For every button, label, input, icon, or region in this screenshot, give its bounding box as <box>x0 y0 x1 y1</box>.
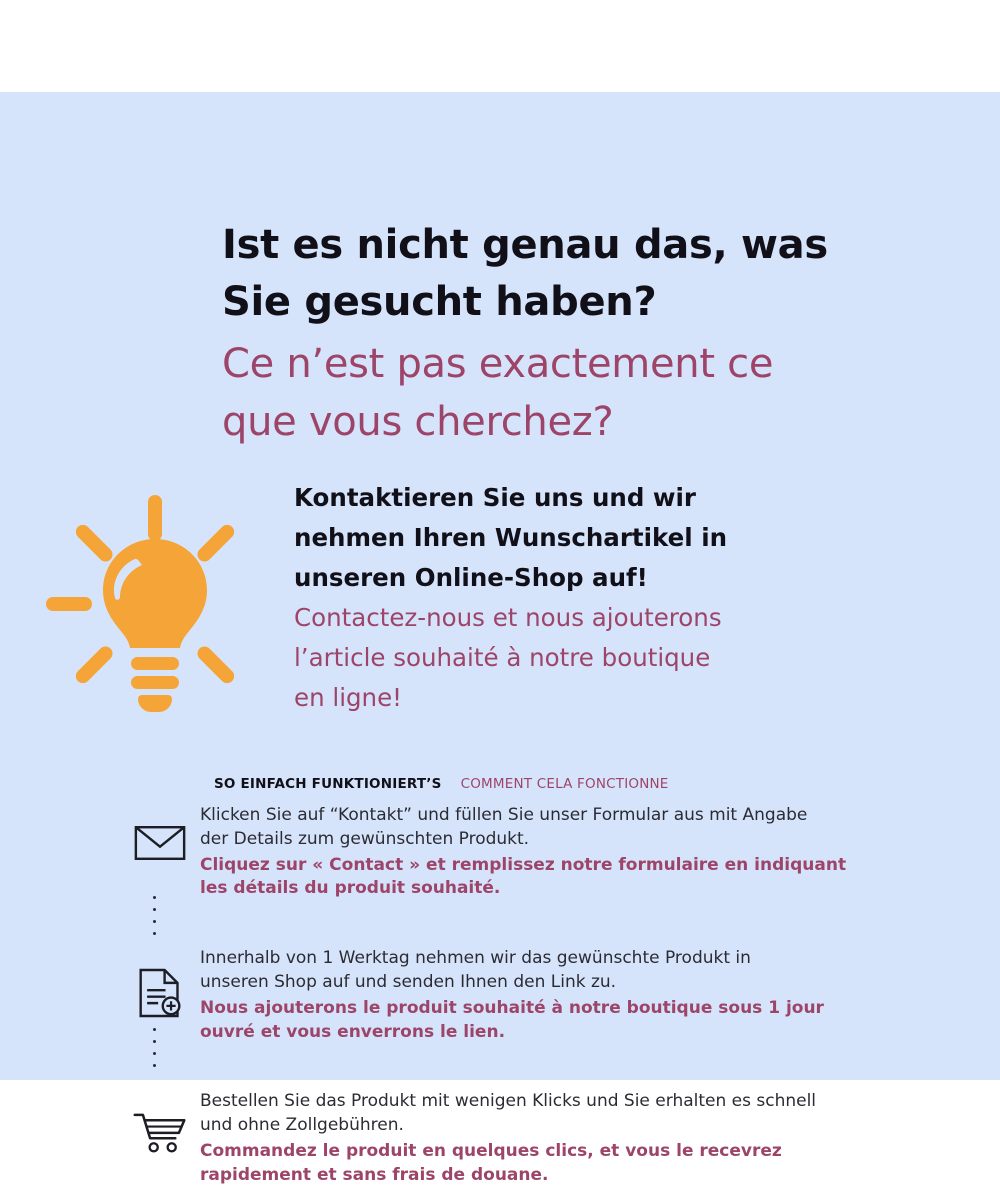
step-french <box>200 1140 912 1188</box>
step-french-line-2: ouvré et vous enverrons le lien. <box>200 1021 506 1042</box>
step-item <box>0 800 1000 901</box>
intro-german-line-2: nehmen Ihren Wunschartikel in <box>294 522 728 552</box>
step-german-line-2: und ohne Zollgebühren. <box>200 1115 404 1136</box>
step-item <box>0 943 1000 1044</box>
headline-german-line-1: Ist es nicht genau das, was <box>222 222 828 268</box>
how-it-works-title-german: SO EINFACH FUNKTIONIERT’S <box>214 776 442 792</box>
step-german <box>200 1090 912 1138</box>
step-german <box>200 804 912 852</box>
intro-german <box>294 478 904 598</box>
step-connector-dots-1 <box>152 896 156 935</box>
how-it-works-title <box>214 773 669 792</box>
intro-german-line-1: Kontaktieren Sie uns und wir <box>294 483 697 512</box>
step-item <box>0 1086 1000 1187</box>
step-german-line-2: der Details zum gewünschten Produkt. <box>200 828 530 849</box>
shopping-cart-icon <box>120 1086 200 1154</box>
intro-french-line-2: l’article souhaité à notre boutique <box>294 642 711 672</box>
headline-german <box>222 217 942 331</box>
steps-list <box>0 800 1000 1188</box>
headline-german-line-2: Sie gesucht haben? <box>222 278 657 325</box>
how-it-works-title-french: COMMENT CELA FONCTIONNE <box>460 776 669 792</box>
document-add-icon <box>120 943 200 1019</box>
headline-french-line-2: que vous cherchez? <box>222 399 614 446</box>
intro-text-block <box>294 478 904 718</box>
intro-section <box>0 472 1000 742</box>
step-text <box>200 1086 912 1187</box>
intro-french-line-1: Contactez-nous et nous ajouterons <box>294 602 722 632</box>
step-french-line-2: rapidement et sans frais de douane. <box>200 1164 549 1185</box>
step-german-line-1: Bestellen Sie das Produkt mit wenigen Klicks und Sie erhalten es schnell <box>200 1091 817 1112</box>
step-german <box>200 947 912 995</box>
step-german-line-1: Klicken Sie auf “Kontakt” und füllen Sie unser Formular aus mit Angabe <box>200 805 808 825</box>
step-french-line-2: les détails du produit souhaité. <box>200 878 501 899</box>
headline-french-line-1: Ce n’est pas exactement ce <box>222 340 774 387</box>
intro-french <box>294 598 904 718</box>
lightbulb-icon <box>38 487 270 719</box>
step-german-line-2: unseren Shop auf und senden Ihnen den Link zu. <box>200 971 617 992</box>
envelope-icon <box>120 800 200 862</box>
step-french <box>200 997 912 1045</box>
step-french <box>200 854 912 902</box>
step-french-line-1: Cliquez sur « Contact » et remplissez notre formulaire en indiquant <box>200 854 847 875</box>
step-text <box>200 800 912 901</box>
headline-french <box>222 335 942 453</box>
headline-block <box>222 217 942 452</box>
intro-french-line-3: en ligne! <box>294 682 402 712</box>
step-french-line-1: Commandez le produit en quelques clics, et vous le recevrez <box>200 1140 782 1161</box>
promo-banner <box>0 92 1000 1185</box>
step-text <box>200 943 912 1044</box>
step-french-line-1: Nous ajouterons le produit souhaité à notre boutique sous 1 jour <box>200 997 824 1018</box>
intro-german-line-3: unseren Online-Shop auf! <box>294 562 648 592</box>
step-german-line-1: Innerhalb von 1 Werktag nehmen wir das gewünschte Produkt in <box>200 948 751 969</box>
